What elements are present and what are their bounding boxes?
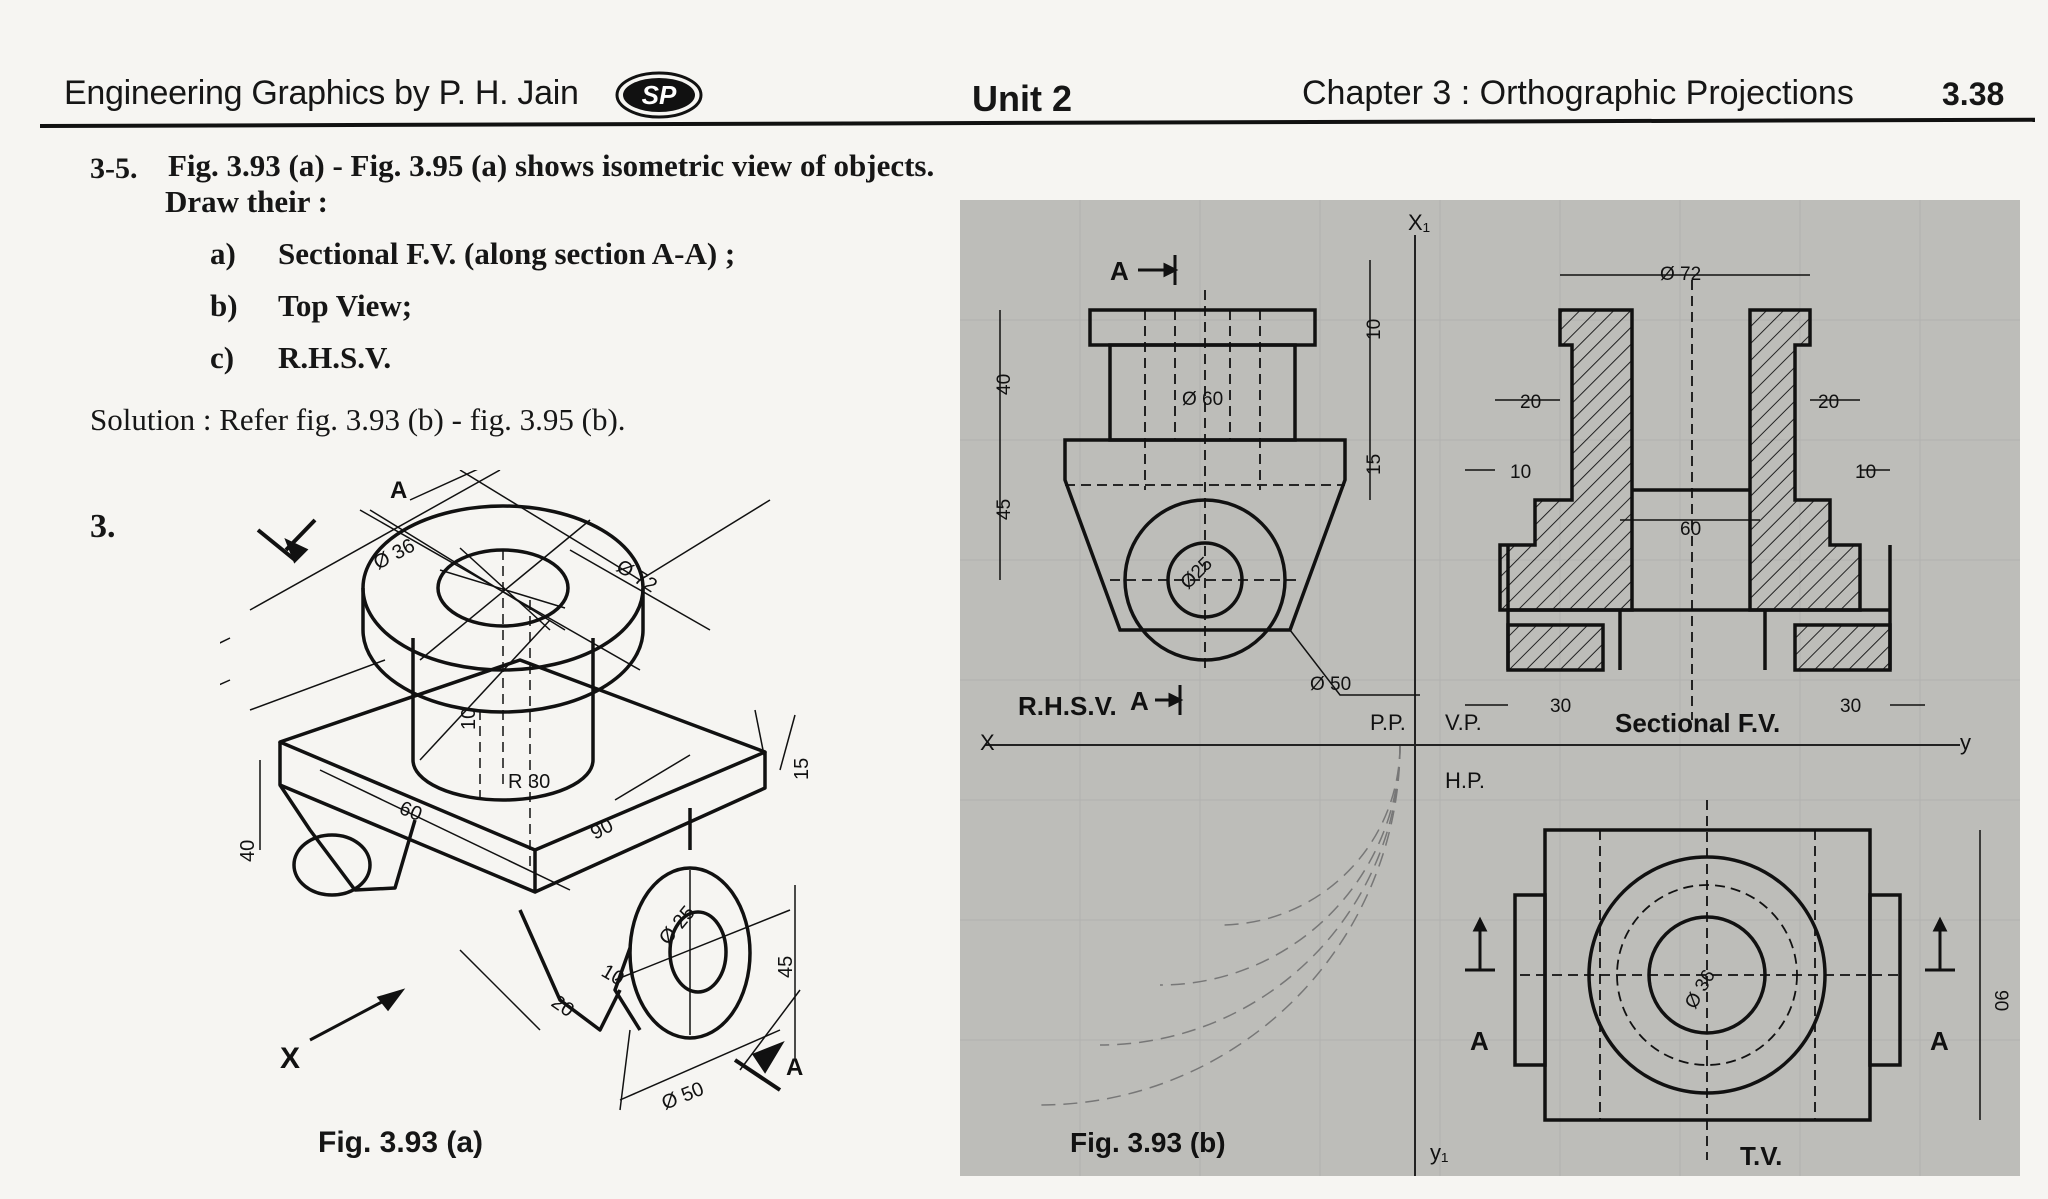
label-x: X [980,730,995,755]
dim-b-dia25: Ø25 [1176,553,1217,594]
dim-b-10: 10 [1364,318,1385,340]
label-sectional-fv: Sectional F.V. [1615,708,1781,738]
dim-b-45: 45 [994,498,1015,520]
dim-40: 40 [237,839,259,862]
dim-b-10-left: 10 [1510,462,1532,483]
left-boss [294,835,370,895]
orthographic-drawing [960,200,2020,1176]
dim-90: 90 [587,814,617,845]
dim-dia50: Ø 50 [658,1077,708,1115]
item-text-c: R.H.S.V. [278,340,392,375]
figure-b-caption: Fig. 3.93 (b) [1070,1127,1226,1158]
question-number: 3-5. [90,152,138,185]
base-block-side [535,752,765,892]
label-a-bottom: A [786,1054,804,1081]
chapter-title: Chapter 3 : Orthographic Projections [1302,74,1854,112]
item-label-b: b) [210,288,238,323]
label-tv: T.V. [1740,1141,1783,1171]
dim-b-30-left: 30 [1550,696,1572,717]
item-label-a: a) [210,236,236,271]
dim-b-dia60: Ø 60 [1182,389,1224,410]
dim-b-60: 60 [1680,519,1702,540]
label-a3: A [1470,1026,1489,1056]
label-vp: V.P. [1445,710,1482,735]
question-text: Fig. 3.93 (a) - Fig. 3.95 (a) shows isometric view of objects. [168,148,935,183]
sfv-left-hatch [1500,310,1632,610]
label-y: y [1960,730,1971,755]
dim-b-90: 90 [1990,990,2011,1012]
dim-dia25: Ø 25 [654,901,700,950]
page-number: 3.38 [1942,76,2005,112]
dim-b-20-right: 20 [1818,392,1840,413]
dim-b-10-right: 10 [1855,462,1877,483]
dim-10b: 10 [597,960,628,991]
label-x1: X₁ [1408,210,1431,235]
solution-text: Solution : Refer fig. 3.93 (b) - fig. 3.95 (b). [90,402,626,437]
isometric-figure [220,470,940,1130]
label-pp: P.P. [1370,710,1406,735]
dim-20: 20 [547,991,578,1022]
label-a-top: A [390,477,408,504]
book-title: Engineering Graphics by P. H. Jain [64,74,579,112]
dim-b-40: 40 [994,373,1015,395]
rhsv-flange [1090,310,1315,345]
dim-45: 45 [775,955,797,978]
label-a1: A [1110,256,1129,286]
orthographic-panel [960,200,2020,1176]
label-hp: H.P. [1445,768,1485,793]
figure-a-caption: Fig. 3.93 (a) [318,1126,484,1159]
label-a4: A [1930,1026,1949,1056]
label-x: X [280,1042,301,1075]
item-text-b: Top View; [278,288,413,323]
dim-b-dia36: Ø 36 [1681,966,1720,1013]
dim-b-30-right: 30 [1840,696,1862,717]
label-y1: y₁ [1430,1140,1449,1165]
dim-dia72: Ø 72 [612,555,661,598]
problem-number: 3. [90,508,116,545]
dim-15: 15 [791,757,813,780]
label-a2: A [1130,686,1149,716]
svg-text:SP: SP [641,80,677,110]
dim-60: 60 [396,797,425,826]
unit-label: Unit 2 [972,78,1073,119]
dim-b-20-left: 20 [1520,392,1542,413]
dim-10: 10 [458,707,480,730]
label-rhsv: R.H.S.V. [1018,691,1117,721]
dim-b-15: 15 [1364,453,1385,475]
item-text-a: Sectional F.V. (along section A-A) ; [278,236,736,271]
dim-r30: R 30 [508,771,551,793]
item-label-c: c) [210,340,235,375]
sfv-right-foot [1795,625,1890,670]
dim-b-dia72: Ø 72 [1660,264,1702,285]
section-arrow-bottom [735,1060,780,1090]
sfv-right-hatch [1750,310,1860,610]
question-subtext: Draw their : [165,184,328,219]
sfv-left-foot [1508,625,1603,670]
dim-b-dia50: Ø 50 [1310,674,1352,695]
dim-dia36: Ø 36 [370,534,419,575]
publisher-logo [614,70,704,120]
